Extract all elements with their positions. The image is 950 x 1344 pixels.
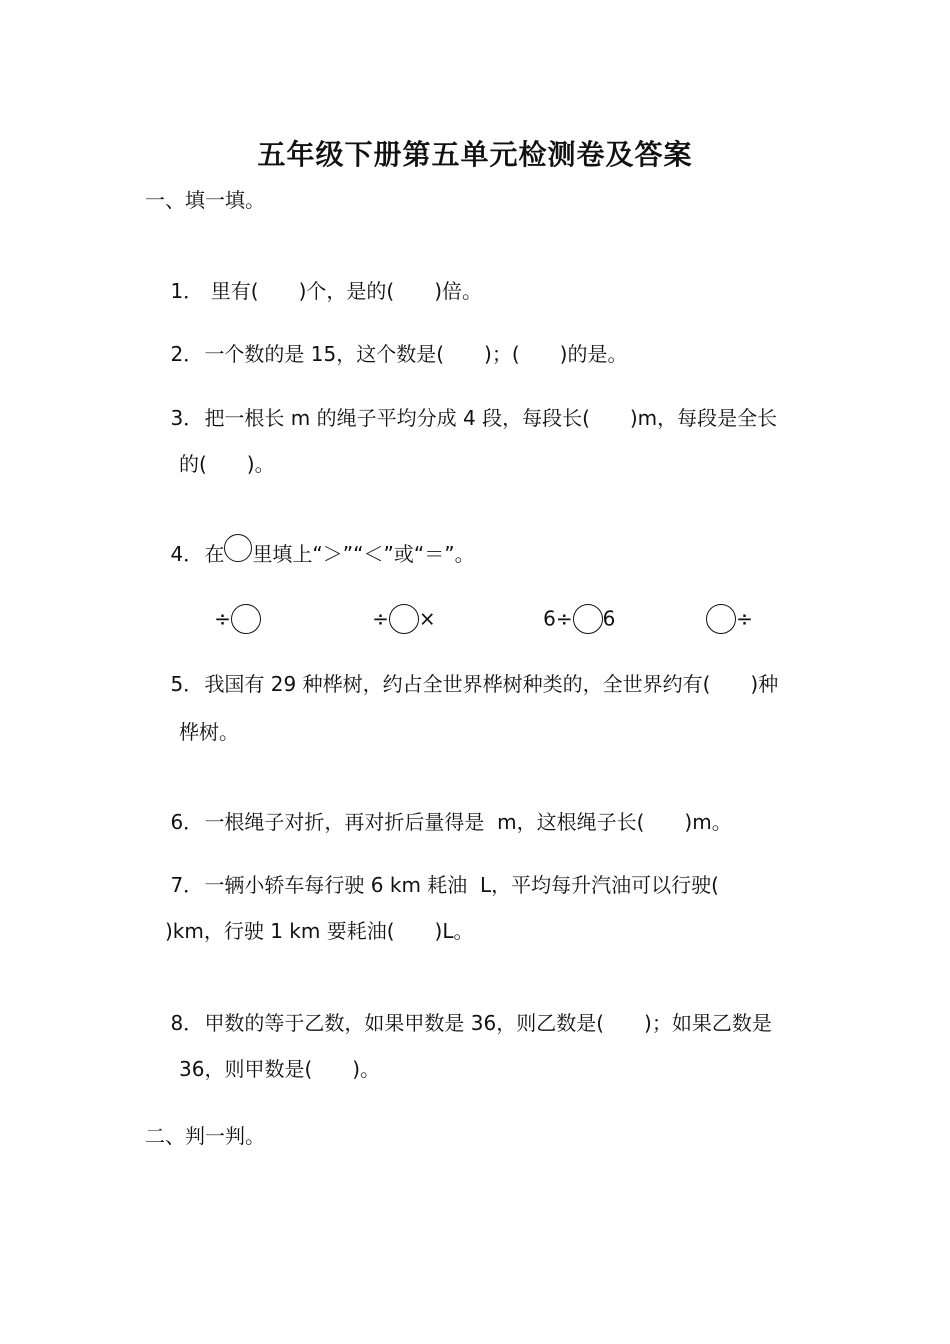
question-text: 一根绳子对折，再对折后量得是 m，这根绳子长( )m。: [204, 810, 732, 834]
question-8: [145, 981, 772, 1065]
page-title: 五年级下册第五单元检测卷及答案: [257, 138, 693, 171]
question-5: [145, 642, 778, 726]
compare-right: ÷: [736, 606, 753, 631]
question-5-continued: 桦树。: [179, 720, 239, 744]
answer-circle-icon[interactable]: [706, 604, 736, 634]
question-3: [145, 376, 777, 460]
answer-circle-icon[interactable]: [231, 604, 261, 634]
question-number: 4．: [170, 542, 204, 566]
question-number: 1．: [170, 279, 204, 303]
question-text-post: 里填上“＞”“＜”或“＝”。: [252, 542, 475, 566]
question-number: 8．: [170, 1011, 204, 1035]
answer-circle-icon[interactable]: [573, 604, 603, 634]
compare-row: [0, 566, 950, 631]
question-text: 一辆小轿车每行驶 6 km 耗油 L，平均每升汽油可以行驶(: [204, 873, 719, 897]
question-number: 3．: [170, 406, 204, 430]
question-text-pre: 在: [204, 542, 225, 566]
question-8-continued: 36，则甲数是( )。: [179, 1057, 381, 1081]
question-text: 把一根长 m 的绳子平均分成 4 段，每段长( )m，每段是全长: [204, 406, 778, 430]
question-7-continued: )km，行驶 1 km 要耗油( )L。: [165, 919, 474, 943]
question-7: [145, 843, 719, 927]
section-heading-judge: 二、判一判。: [145, 1124, 265, 1148]
section-heading-fill: 一、填一填。: [145, 188, 265, 212]
question-number: 7．: [170, 873, 204, 897]
circle-icon: [224, 534, 252, 562]
question-text: 我国有 29 种桦树，约占全世界桦树种类的，全世界约有( )种: [204, 672, 779, 696]
question-3-continued: 的( )。: [179, 452, 275, 476]
answer-circle-icon[interactable]: [389, 604, 419, 634]
question-text: 里有( )个，是的( )倍。: [204, 279, 483, 303]
compare-left: ÷: [214, 606, 231, 631]
question-number: 2．: [170, 342, 204, 366]
compare-left: ÷: [372, 606, 389, 631]
question-text: 甲数的等于乙数，如果甲数是 36，则乙数是( )；如果乙数是: [204, 1011, 772, 1035]
question-number: 5．: [170, 672, 204, 696]
compare-left: 6÷: [543, 606, 573, 631]
question-number: 6．: [170, 810, 204, 834]
compare-right: 6: [602, 606, 616, 631]
compare-right: ×: [418, 606, 436, 631]
question-text: 一个数的是 15，这个数是( )；( )的是。: [204, 342, 628, 366]
